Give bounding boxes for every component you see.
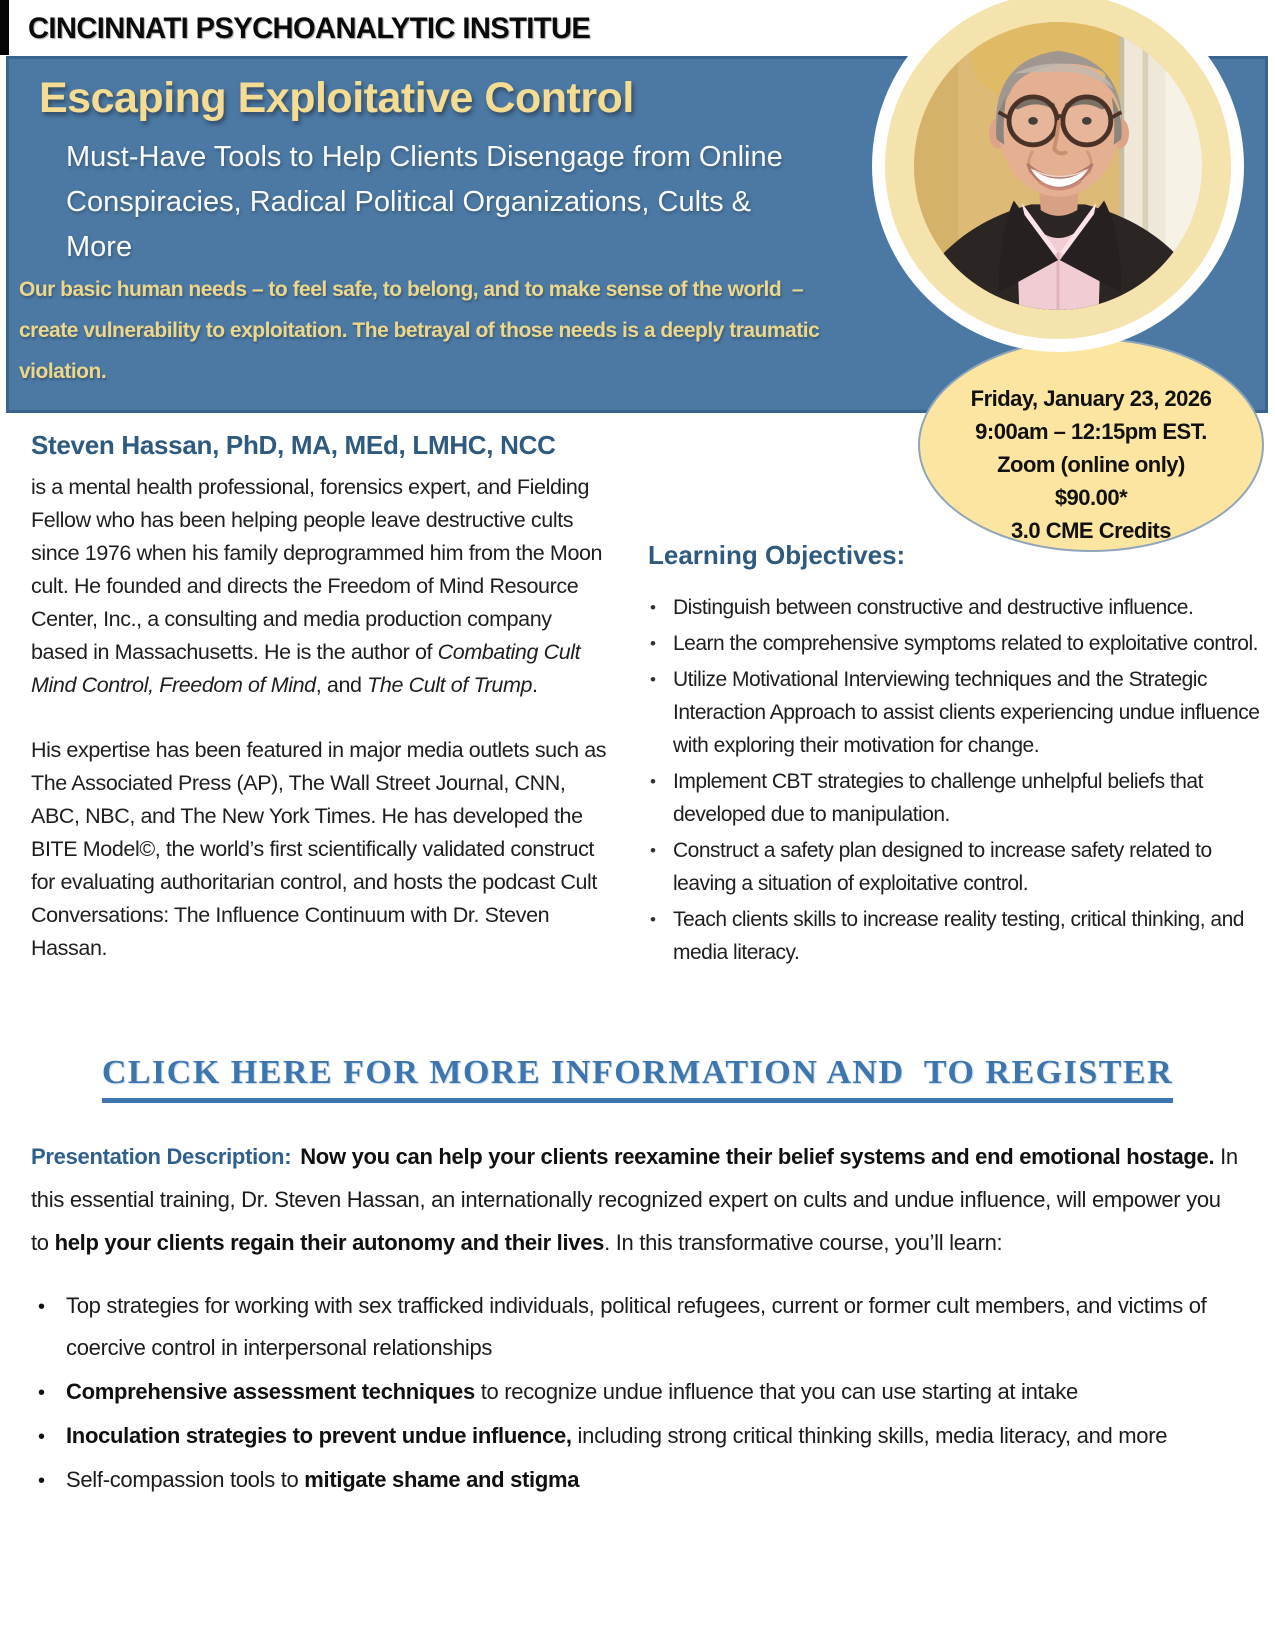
description-bold-1: Now you can help your clients reexamine their belief systems and end emotional hostage. <box>300 1144 1215 1169</box>
highlight-text: including strong critical thinking skills, media literacy, and more <box>571 1423 1168 1448</box>
subtitle-line: More <box>66 231 133 263</box>
event-time: 9:00am – 12:15pm EST. <box>975 419 1207 444</box>
objectives-list <box>648 591 1264 969</box>
speaker-name: Steven Hassan, PhD, MA, MEd, LMHC, NCC <box>31 430 556 460</box>
tagline-line: create vulnerability to exploitation. The betrayal of those needs is a deeply traumatic <box>19 319 820 342</box>
objectives-heading: Learning Objectives: <box>648 540 906 570</box>
highlight-text: to recognize undue influence that you can use starting at intake <box>474 1379 1078 1404</box>
description-label: Presentation Description: <box>31 1144 292 1169</box>
event-date: Friday, January 23, 2026 <box>970 386 1212 411</box>
bio-p1-mid: , and <box>315 673 368 697</box>
highlight-text: Self-compassion tools to <box>66 1467 305 1492</box>
objective-item: • Construct a safety plan designed to increase safety related to leaving a situation of exploitative control. <box>648 834 1264 900</box>
highlight-bold: Comprehensive assessment techniques <box>66 1379 475 1404</box>
tagline-line: Our basic human needs – to feel safe, to belong, and to make sense of the world – <box>19 278 804 301</box>
event-details-bubble <box>918 338 1264 552</box>
speaker-photo <box>914 22 1202 310</box>
bio-p1-book-title-2: The Cult of Trump <box>367 673 533 697</box>
description-plain-2: . In this transformative course, you’ll learn: <box>604 1230 1003 1255</box>
presentation-description <box>31 1135 1239 1264</box>
bio-p1-lead: is a mental health professional, forensics expert, and Fielding Fellow who has been helping people leave destructive cults since 1976 when his family deprogrammed him from the Moon cult. He founded and directs the Freedom of Mind Resource Center, Inc., a consulting and media production company based in Massachusetts. He is the author of <box>31 475 603 664</box>
event-location: Zoom (online only) <box>997 452 1185 477</box>
event-subtitle <box>66 135 876 270</box>
institute-title: CINCINNATI PSYCHOANALYTIC INSTITUE <box>28 12 591 45</box>
bio-paragraph-1 <box>31 471 609 702</box>
bio-paragraph-2: His expertise has been featured in major media outlets such as The Associated Press (AP), The Wall Street Journal, CNN, ABC, NBC, and The New York Times. He has developed the BITE Model©, the world’s first scientifically validated construct for evaluating authoritarian control, and hosts the podcast Cult Conversations: The Influence Continuum with Dr. Steven Hassan. <box>31 738 607 960</box>
bio-p1-book-titles: Combating Cult Mind Control, Freedom of Mind <box>31 640 581 697</box>
register-link[interactable]: CLICK HERE FOR MORE INFORMATION AND TO REGISTER <box>102 1054 1173 1103</box>
description-bold-2: help your clients regain their autonomy and their lives <box>54 1230 605 1255</box>
highlight-item <box>36 1415 1226 1457</box>
highlight-text: Top strategies for working with sex trafficked individuals, political refugees, current or former cult members, and victims of coercive control in interpersonal relationships <box>66 1293 1207 1360</box>
highlight-item <box>36 1371 1226 1413</box>
objective-item: • Implement CBT strategies to challenge unhelpful beliefs that developed due to manipulation. <box>648 765 1264 831</box>
objective-item: • Teach clients skills to increase reality testing, critical thinking, and media literacy. <box>648 903 1264 969</box>
objective-item: • Utilize Motivational Interviewing techniques and the Strategic Interaction Approach to assist clients experiencing undue influence with exploring their motivation for change. <box>648 663 1264 762</box>
tagline-line: violation. <box>19 360 107 383</box>
subtitle-line: Must-Have Tools to Help Clients Disengage from Online <box>66 141 783 173</box>
highlight-bold: mitigate shame and stigma <box>304 1467 580 1492</box>
header-accent-bar <box>0 0 9 55</box>
speaker-photo-ring <box>885 0 1231 339</box>
learning-objectives <box>648 540 1264 972</box>
bio-p1-end: . <box>532 673 538 697</box>
highlight-item <box>36 1285 1226 1369</box>
description-plain-1: In this essential training, Dr. Steven Hassan, an internationally recognized expert on cults and undue influence, will empower you to <box>31 1144 1238 1255</box>
objective-item: • Distinguish between constructive and destructive influence. <box>648 591 1264 624</box>
event-price: $90.00* <box>1054 485 1128 510</box>
register-row <box>0 1054 1275 1103</box>
subtitle-line: Conspiracies, Radical Political Organizations, Cults & <box>66 186 752 218</box>
event-credits: 3.0 CME Credits <box>1011 518 1171 543</box>
objective-item: • Learn the comprehensive symptoms related to exploitative control. <box>648 627 1264 660</box>
event-title: Escaping Exploitative Control <box>39 74 634 122</box>
course-highlights-list <box>36 1285 1226 1503</box>
highlight-item <box>36 1459 1226 1501</box>
highlight-bold: Inoculation strategies to prevent undue influence, <box>66 1423 572 1448</box>
event-tagline <box>19 269 949 392</box>
speaker-bio <box>31 430 609 997</box>
